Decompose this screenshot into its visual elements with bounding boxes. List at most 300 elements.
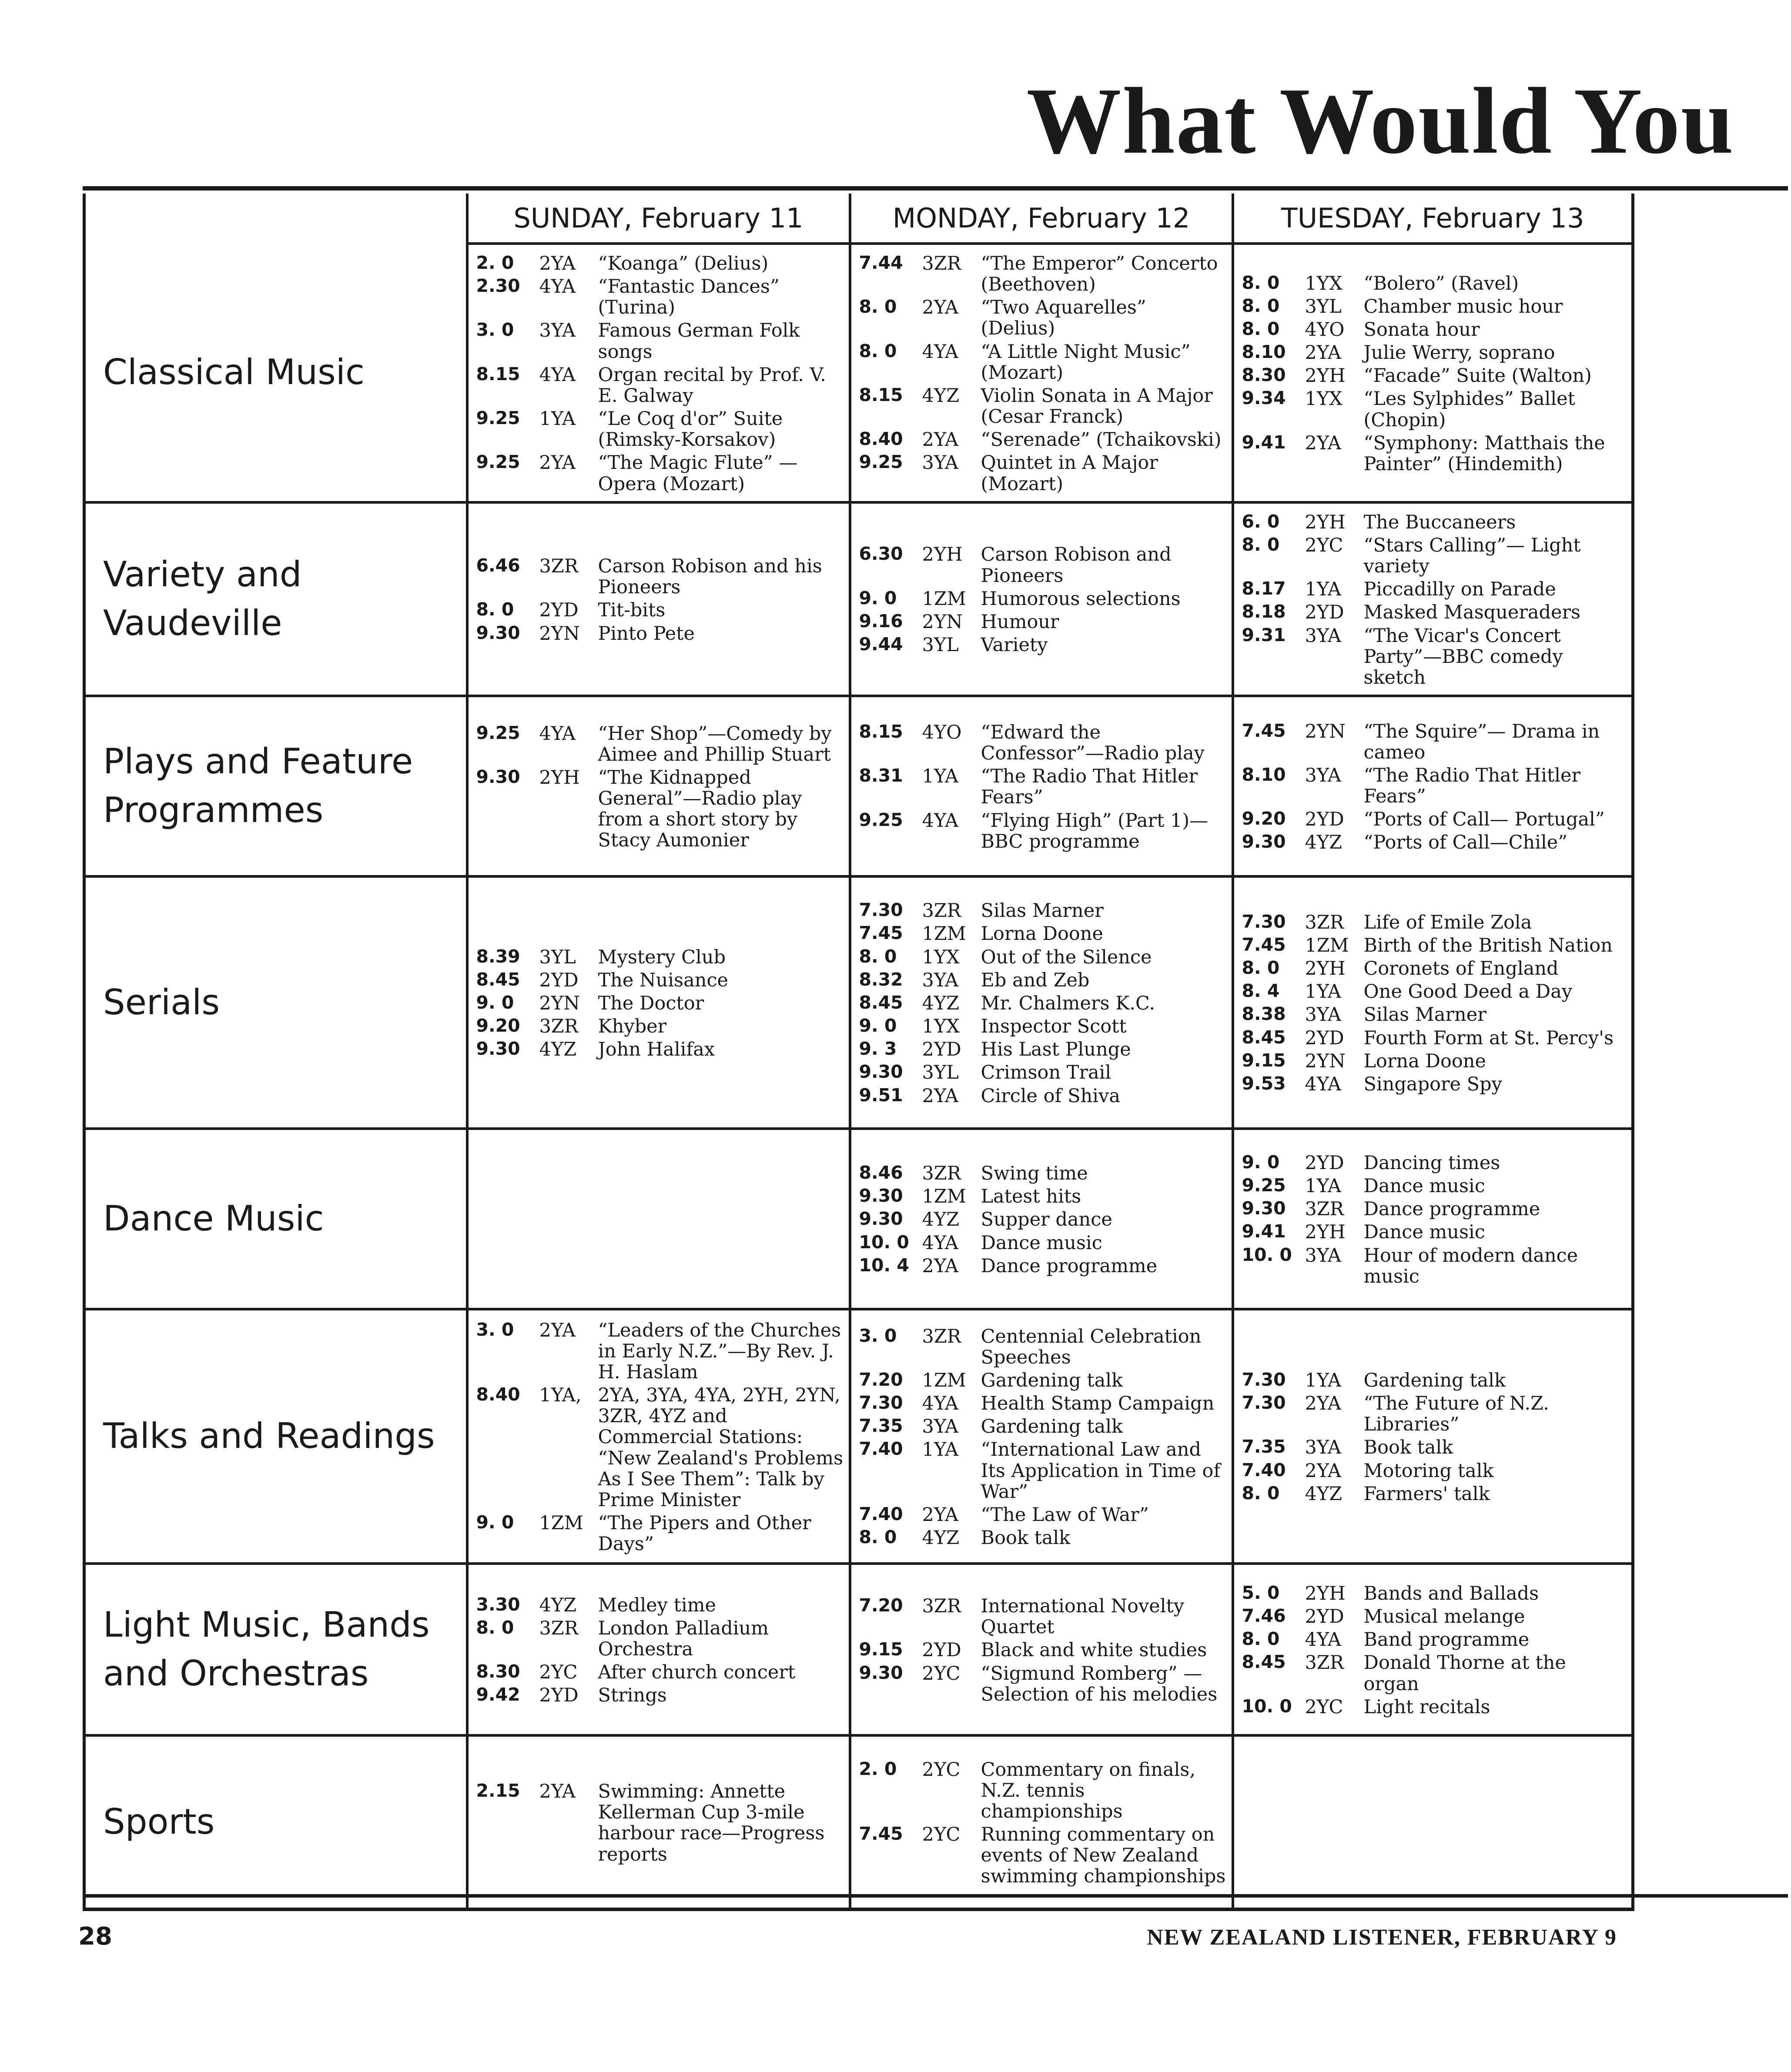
program-time: 10. 0 bbox=[1242, 1244, 1292, 1265]
category-label: Classical Music bbox=[84, 244, 467, 502]
schedule-row bbox=[84, 1564, 1633, 1735]
program-description: Out of the Silence bbox=[981, 946, 1152, 968]
schedule-cell-tuesday bbox=[1233, 502, 1633, 696]
program-description: Carson Robison and Pioneers bbox=[981, 544, 1172, 587]
program-entry bbox=[476, 1320, 844, 1383]
station-call-sign: 2YA bbox=[922, 1504, 958, 1526]
program-entry bbox=[476, 1513, 844, 1554]
program-entry bbox=[859, 253, 1226, 295]
program-description: Violin Sonata in A Major (Cesar Franck) bbox=[981, 384, 1213, 428]
program-time: 7.35 bbox=[1242, 1436, 1286, 1457]
station-call-sign: 4YA bbox=[1305, 1073, 1341, 1095]
program-description: International Novelty Quartet bbox=[981, 1595, 1185, 1638]
header-row bbox=[84, 194, 1633, 244]
program-time: 7.40 bbox=[859, 1438, 903, 1460]
program-time: 2. 0 bbox=[859, 1758, 897, 1779]
station-call-sign: 2YN bbox=[922, 611, 963, 633]
schedule-cell-monday bbox=[850, 1129, 1233, 1309]
program-description: “The Vicar's Concert Party”—BBC comedy sketch bbox=[1363, 625, 1563, 688]
program-time: 9. 3 bbox=[859, 1038, 897, 1059]
program-description: Swing time bbox=[981, 1163, 1088, 1185]
station-call-sign: 2YC bbox=[922, 1823, 961, 1845]
program-entry bbox=[859, 452, 1226, 494]
program-time: 9.20 bbox=[1242, 808, 1286, 829]
program-entry bbox=[1242, 1393, 1627, 1435]
station-call-sign: 2YA bbox=[539, 452, 576, 474]
program-description: Commentary on finals, N.Z. tennis championships bbox=[981, 1758, 1196, 1822]
program-entry bbox=[859, 1039, 1226, 1060]
program-description: Famous German Folk songs bbox=[598, 320, 800, 363]
program-description: Gardening talk bbox=[981, 1370, 1123, 1391]
day-header-monday: MONDAY, February 12 bbox=[850, 194, 1233, 244]
program-description: John Halifax bbox=[598, 1039, 715, 1061]
schedule-cell-tuesday bbox=[1233, 876, 1633, 1129]
schedule-cell-monday bbox=[850, 502, 1233, 696]
station-call-sign: 2YA bbox=[539, 1781, 576, 1803]
station-call-sign: 2YD bbox=[539, 969, 579, 991]
program-time: 8.45 bbox=[1242, 1651, 1286, 1673]
program-description: Supper dance bbox=[981, 1209, 1112, 1231]
program-entry bbox=[1242, 1629, 1627, 1650]
program-entry bbox=[476, 970, 844, 991]
program-time: 8.30 bbox=[476, 1661, 520, 1682]
program-time: 7.30 bbox=[859, 1392, 903, 1414]
program-description: Running commentary on events of New Zealand swimming championships bbox=[981, 1823, 1226, 1888]
program-time: 8.39 bbox=[476, 946, 520, 967]
program-description: Dancing times bbox=[1363, 1152, 1500, 1174]
program-description: Latest hits bbox=[981, 1186, 1081, 1208]
station-call-sign: 4YZ bbox=[1305, 832, 1342, 854]
station-call-sign: 3ZR bbox=[922, 1325, 961, 1347]
program-time: 9.31 bbox=[1242, 624, 1286, 645]
program-entry bbox=[1242, 388, 1627, 430]
program-entry bbox=[859, 970, 1226, 991]
program-entry bbox=[859, 1086, 1226, 1106]
program-description: “Fantastic Dances” (Turina) bbox=[598, 276, 780, 319]
program-entry bbox=[476, 600, 844, 621]
program-description: Birth of the British Nation bbox=[1363, 935, 1613, 956]
station-call-sign: 3YL bbox=[922, 1062, 959, 1084]
program-time: 9.25 bbox=[476, 451, 520, 473]
program-time: 8. 0 bbox=[859, 340, 897, 361]
program-description: Quintet in A Major (Mozart) bbox=[981, 452, 1158, 495]
program-entry bbox=[1242, 365, 1627, 386]
program-time: 9. 0 bbox=[859, 1015, 897, 1036]
program-entry bbox=[1242, 1460, 1627, 1481]
station-call-sign: 2YD bbox=[1305, 809, 1344, 831]
top-rule bbox=[83, 186, 1788, 190]
schedule-cell-monday bbox=[850, 1735, 1233, 1909]
program-entry bbox=[476, 993, 844, 1014]
program-description: Humour bbox=[981, 611, 1059, 633]
program-description: “Le Coq d'or” Suite (Rimsky-Korsakov) bbox=[598, 408, 783, 451]
program-description: Book talk bbox=[1363, 1437, 1453, 1459]
program-description: Book talk bbox=[981, 1527, 1071, 1549]
station-call-sign: 3ZR bbox=[539, 555, 579, 578]
station-call-sign: 4YA bbox=[922, 1232, 958, 1254]
program-description: “Serenade” (Tchaikovski) bbox=[981, 429, 1222, 451]
station-call-sign: 3YL bbox=[922, 634, 959, 656]
program-entry bbox=[1242, 433, 1627, 475]
program-time: 2. 0 bbox=[476, 252, 514, 273]
station-call-sign: 2YD bbox=[922, 1039, 961, 1061]
program-entry bbox=[859, 1504, 1226, 1525]
program-description: The Buccaneers bbox=[1363, 511, 1516, 533]
program-entry bbox=[1242, 958, 1627, 979]
station-call-sign: 3YA bbox=[1305, 1437, 1341, 1459]
program-time: 7.30 bbox=[1242, 911, 1286, 932]
program-description: “Bolero” (Ravel) bbox=[1363, 272, 1519, 294]
program-time: 3. 0 bbox=[476, 319, 514, 341]
program-entry bbox=[476, 623, 844, 644]
station-call-sign: 3ZR bbox=[539, 1016, 579, 1038]
station-call-sign: 2YN bbox=[1305, 720, 1346, 742]
station-call-sign: 2YC bbox=[539, 1661, 578, 1684]
station-call-sign: 3ZR bbox=[1305, 1198, 1344, 1220]
program-entry bbox=[1242, 319, 1627, 340]
station-call-sign: 2YA bbox=[922, 429, 958, 451]
schedule-table bbox=[83, 194, 1634, 1911]
program-description: Chamber music hour bbox=[1363, 295, 1563, 317]
program-time: 8.30 bbox=[1242, 364, 1286, 386]
program-time: 9.30 bbox=[476, 622, 520, 643]
program-time: 7.46 bbox=[1242, 1605, 1286, 1627]
station-call-sign: 4YA bbox=[539, 722, 576, 745]
program-time: 2.30 bbox=[476, 275, 520, 297]
station-call-sign: 1YX bbox=[1305, 388, 1342, 410]
publication-footer: NEW ZEALAND LISTENER, FEBRUARY 9 bbox=[1147, 1925, 1617, 1950]
program-description: Crimson Trail bbox=[981, 1062, 1111, 1084]
schedule-cell-tuesday bbox=[1233, 1735, 1633, 1909]
day-header-sunday: SUNDAY, February 11 bbox=[467, 194, 850, 244]
program-entry bbox=[476, 1781, 844, 1865]
program-entry bbox=[859, 297, 1226, 339]
program-entry bbox=[859, 947, 1226, 968]
station-call-sign: 4YA bbox=[1305, 1629, 1341, 1651]
program-entry bbox=[1242, 1583, 1627, 1604]
program-description: Hour of modern dance music bbox=[1363, 1244, 1578, 1287]
program-entry bbox=[1242, 1028, 1627, 1049]
program-entry bbox=[1242, 1484, 1627, 1504]
schedule-cell-tuesday bbox=[1233, 244, 1633, 502]
program-time: 7.40 bbox=[859, 1503, 903, 1524]
program-description: “Les Sylphides” Ballet (Chopin) bbox=[1363, 388, 1575, 431]
program-description: “The Pipers and Other Days” bbox=[598, 1512, 811, 1555]
program-description: “The Magic Flute” —Opera (Mozart) bbox=[598, 452, 798, 495]
program-entry bbox=[476, 1662, 844, 1683]
program-entry bbox=[1242, 1437, 1627, 1458]
program-time: 7.45 bbox=[1242, 934, 1286, 955]
program-entry bbox=[476, 1595, 844, 1616]
program-entry bbox=[859, 900, 1226, 921]
program-time: 3. 0 bbox=[476, 1319, 514, 1340]
station-call-sign: 2YH bbox=[1305, 1221, 1346, 1243]
program-entry bbox=[1242, 273, 1627, 294]
program-entry bbox=[859, 385, 1226, 427]
schedule-row bbox=[84, 1309, 1633, 1564]
station-call-sign: 1YA bbox=[539, 408, 576, 430]
program-description: “The Squire”— Drama in cameo bbox=[1363, 720, 1600, 763]
station-call-sign: 2YD bbox=[539, 599, 579, 622]
station-call-sign: 4YZ bbox=[1305, 1483, 1342, 1505]
category-label: Dance Music bbox=[84, 1129, 467, 1309]
station-call-sign: 2YH bbox=[922, 544, 963, 566]
station-call-sign: 3YA bbox=[922, 1416, 958, 1438]
station-call-sign: 3YA bbox=[1305, 625, 1341, 647]
program-entry bbox=[1242, 1370, 1627, 1391]
program-entry bbox=[1242, 1004, 1627, 1025]
program-entry bbox=[1242, 935, 1627, 956]
program-description: Musical melange bbox=[1363, 1606, 1525, 1628]
program-description: Variety bbox=[981, 634, 1048, 656]
program-description: Inspector Scott bbox=[981, 1016, 1127, 1038]
program-description: Silas Marner bbox=[1363, 1004, 1486, 1026]
program-entry bbox=[859, 544, 1226, 586]
program-description: Organ recital by Prof. V. E. Galway bbox=[598, 364, 826, 407]
station-call-sign: 2YD bbox=[922, 1639, 961, 1661]
program-time: 6.46 bbox=[476, 555, 520, 576]
program-description: “The Future of N.Z. Libraries” bbox=[1363, 1393, 1549, 1436]
station-call-sign: 1YA bbox=[1305, 981, 1341, 1003]
station-call-sign: 2YA bbox=[922, 1255, 958, 1277]
station-call-sign: 4YZ bbox=[922, 992, 960, 1014]
program-description: Lorna Doone bbox=[981, 923, 1103, 945]
program-time: 7.40 bbox=[1242, 1459, 1286, 1480]
program-time: 9.15 bbox=[859, 1639, 903, 1660]
program-description: Piccadilly on Parade bbox=[1363, 578, 1556, 601]
program-description: “A Little Night Music” (Mozart) bbox=[981, 341, 1191, 384]
program-time: 7.30 bbox=[1242, 1369, 1286, 1390]
program-description: Motoring talk bbox=[1363, 1460, 1494, 1482]
program-time: 8.15 bbox=[476, 363, 520, 384]
program-time: 9.15 bbox=[1242, 1049, 1286, 1071]
station-call-sign: 3YA bbox=[539, 320, 576, 342]
program-entry bbox=[476, 1039, 844, 1060]
program-description: “Her Shop”—Comedy by Aimee and Phillip Stuart bbox=[598, 722, 832, 765]
station-call-sign: 4YO bbox=[922, 722, 962, 743]
program-time: 9.44 bbox=[859, 634, 903, 655]
station-call-sign: 2YA bbox=[1305, 342, 1341, 364]
station-call-sign: 1ZM bbox=[922, 1370, 966, 1391]
program-time: 10. 0 bbox=[1242, 1695, 1292, 1717]
station-call-sign: 2YH bbox=[1305, 1583, 1346, 1604]
program-entry bbox=[859, 588, 1226, 609]
program-entry bbox=[1242, 1199, 1627, 1220]
station-call-sign: 1YA, bbox=[539, 1384, 582, 1407]
program-time: 2.15 bbox=[476, 1780, 520, 1801]
program-entry bbox=[859, 1527, 1226, 1548]
program-time: 7.45 bbox=[859, 1823, 903, 1844]
station-call-sign: 4YZ bbox=[922, 1527, 960, 1549]
program-description: Dance programme bbox=[981, 1255, 1158, 1277]
program-time: 10. 0 bbox=[859, 1231, 909, 1253]
station-call-sign: 3YA bbox=[922, 452, 958, 474]
program-time: 7.20 bbox=[859, 1595, 903, 1616]
program-description: Khyber bbox=[598, 1016, 667, 1038]
program-description: “The Radio That Hitler Fears” bbox=[981, 765, 1198, 809]
page-title: What Would You bbox=[1026, 69, 1734, 174]
program-description: Dance music bbox=[1363, 1175, 1485, 1197]
program-description: Fourth Form at St. Percy's bbox=[1363, 1027, 1614, 1049]
program-entry bbox=[859, 1596, 1226, 1638]
program-time: 8. 0 bbox=[859, 1527, 897, 1548]
schedule-cell-sunday bbox=[467, 1309, 850, 1564]
program-description: “Symphony: Matthais the Painter” (Hindemith) bbox=[1363, 432, 1605, 475]
program-time: 8.45 bbox=[1242, 1026, 1286, 1048]
program-description: Dance music bbox=[981, 1232, 1102, 1254]
program-entry bbox=[859, 1062, 1226, 1083]
program-description: Eb and Zeb bbox=[981, 969, 1090, 991]
station-call-sign: 2YA bbox=[1305, 1393, 1341, 1415]
program-time: 8.40 bbox=[859, 428, 903, 450]
program-entry bbox=[1242, 1222, 1627, 1243]
category-label: Variety and Vaudeville bbox=[84, 502, 467, 696]
program-description: Carson Robison and his Pioneers bbox=[598, 555, 822, 598]
program-time: 8.15 bbox=[859, 384, 903, 405]
program-entry bbox=[859, 1256, 1226, 1277]
program-time: 8.46 bbox=[859, 1162, 903, 1183]
program-time: 5. 0 bbox=[1242, 1582, 1280, 1603]
station-call-sign: 1YX bbox=[922, 946, 960, 968]
program-time: 9.42 bbox=[476, 1684, 520, 1705]
station-call-sign: 2YD bbox=[1305, 1027, 1344, 1049]
schedule-row bbox=[84, 696, 1633, 876]
program-description: Tit-bits bbox=[598, 599, 666, 622]
program-description: Life of Emile Zola bbox=[1363, 911, 1532, 933]
program-description: Circle of Shiva bbox=[981, 1085, 1120, 1107]
program-description: Singapore Spy bbox=[1363, 1073, 1502, 1095]
program-time: 9.30 bbox=[1242, 1198, 1286, 1219]
program-entry bbox=[859, 1416, 1226, 1437]
station-call-sign: 1YA bbox=[1305, 1370, 1341, 1391]
station-call-sign: 3ZR bbox=[1305, 1652, 1344, 1674]
program-entry bbox=[476, 320, 844, 362]
schedule-cell-monday bbox=[850, 696, 1233, 876]
station-call-sign: 4YZ bbox=[539, 1039, 577, 1061]
program-time: 8. 0 bbox=[476, 599, 514, 620]
program-time: 9.30 bbox=[476, 1038, 520, 1059]
program-entry bbox=[476, 253, 844, 274]
program-entry bbox=[859, 766, 1226, 808]
program-time: 3.30 bbox=[476, 1594, 520, 1615]
station-call-sign: 1YA bbox=[1305, 578, 1341, 601]
program-entry bbox=[859, 1163, 1226, 1184]
program-description: The Doctor bbox=[598, 992, 704, 1014]
station-call-sign: 2YH bbox=[1305, 365, 1346, 387]
schedule-cell-sunday bbox=[467, 1735, 850, 1909]
program-time: 9.25 bbox=[1242, 1175, 1286, 1196]
day-header-tuesday: TUESDAY, February 13 bbox=[1233, 194, 1633, 244]
station-call-sign: 2YH bbox=[1305, 958, 1346, 980]
station-call-sign: 1YX bbox=[1305, 272, 1342, 294]
program-entry bbox=[1242, 296, 1627, 317]
program-time: 9. 0 bbox=[859, 587, 897, 608]
program-description: “Two Aquarelles” (Delius) bbox=[981, 297, 1146, 340]
station-call-sign: 4YA bbox=[539, 276, 576, 298]
program-entry bbox=[859, 722, 1226, 764]
program-entry bbox=[1242, 535, 1627, 577]
program-entry bbox=[859, 1233, 1226, 1253]
program-description: “International Law and Its Application in Time of War” bbox=[981, 1439, 1221, 1503]
schedule-row bbox=[84, 876, 1633, 1129]
program-description: “Ports of Call— Portugal” bbox=[1363, 809, 1605, 831]
station-call-sign: 4YA bbox=[922, 809, 958, 832]
program-time: 8. 0 bbox=[859, 946, 897, 967]
program-time: 7.44 bbox=[859, 252, 903, 273]
program-entry bbox=[1242, 1051, 1627, 1072]
program-description: Dance programme bbox=[1363, 1198, 1540, 1220]
program-entry bbox=[1242, 912, 1627, 933]
program-entry bbox=[859, 1326, 1226, 1368]
program-entry bbox=[859, 810, 1226, 852]
program-description: “The Law of War” bbox=[981, 1504, 1149, 1526]
program-entry bbox=[476, 767, 844, 851]
program-description: Strings bbox=[598, 1684, 667, 1707]
program-entry bbox=[859, 429, 1226, 450]
footer-rule bbox=[83, 1894, 1788, 1898]
program-entry bbox=[476, 1016, 844, 1037]
schedule-body bbox=[84, 244, 1633, 1909]
station-call-sign: 4YA bbox=[539, 364, 576, 386]
schedule-cell-sunday bbox=[467, 244, 850, 502]
program-time: 6.30 bbox=[859, 543, 903, 565]
station-call-sign: 2YC bbox=[1305, 534, 1343, 556]
program-time: 9. 0 bbox=[476, 992, 514, 1013]
program-entry bbox=[476, 452, 844, 494]
program-entry bbox=[1242, 1606, 1627, 1627]
program-time: 8. 0 bbox=[1242, 1628, 1280, 1650]
station-call-sign: 4YO bbox=[1305, 318, 1345, 341]
program-time: 8.38 bbox=[1242, 1003, 1286, 1025]
program-time: 9.30 bbox=[476, 766, 520, 787]
program-entry bbox=[1242, 579, 1627, 600]
station-call-sign: 3ZR bbox=[922, 1163, 961, 1185]
schedule-cell-tuesday bbox=[1233, 1129, 1633, 1309]
program-entry bbox=[476, 408, 844, 450]
program-time: 9.25 bbox=[859, 809, 903, 830]
station-call-sign: 3ZR bbox=[539, 1617, 579, 1639]
program-time: 9.30 bbox=[859, 1662, 903, 1683]
program-time: 7.20 bbox=[859, 1369, 903, 1390]
program-entry bbox=[859, 923, 1226, 944]
program-time: 9.41 bbox=[1242, 1221, 1286, 1242]
station-call-sign: 1ZM bbox=[539, 1512, 583, 1534]
station-call-sign: 3YA bbox=[922, 969, 958, 991]
program-entry bbox=[476, 723, 844, 765]
station-call-sign: 2YN bbox=[539, 622, 580, 645]
station-call-sign: 2YD bbox=[1305, 1606, 1344, 1628]
program-description: Medley time bbox=[598, 1594, 716, 1616]
program-time: 7.35 bbox=[859, 1415, 903, 1437]
program-entry bbox=[1242, 625, 1627, 688]
schedule-cell-monday bbox=[850, 1309, 1233, 1564]
program-entry bbox=[1242, 832, 1627, 853]
schedule-cell-sunday bbox=[467, 876, 850, 1129]
corner-cell bbox=[84, 194, 467, 244]
program-entry bbox=[1242, 1153, 1627, 1173]
program-description: Health Stamp Campaign bbox=[981, 1393, 1215, 1415]
program-description: Pinto Pete bbox=[598, 622, 695, 645]
program-time: 9.30 bbox=[859, 1061, 903, 1083]
station-call-sign: 3ZR bbox=[922, 900, 961, 922]
station-call-sign: 2YN bbox=[1305, 1050, 1346, 1072]
station-call-sign: 2YC bbox=[1305, 1696, 1343, 1718]
schedule-cell-sunday bbox=[467, 696, 850, 876]
program-description: Gardening talk bbox=[981, 1416, 1123, 1438]
program-entry bbox=[476, 276, 844, 318]
program-entry bbox=[859, 1016, 1226, 1037]
station-call-sign: 2YA bbox=[1305, 432, 1341, 454]
